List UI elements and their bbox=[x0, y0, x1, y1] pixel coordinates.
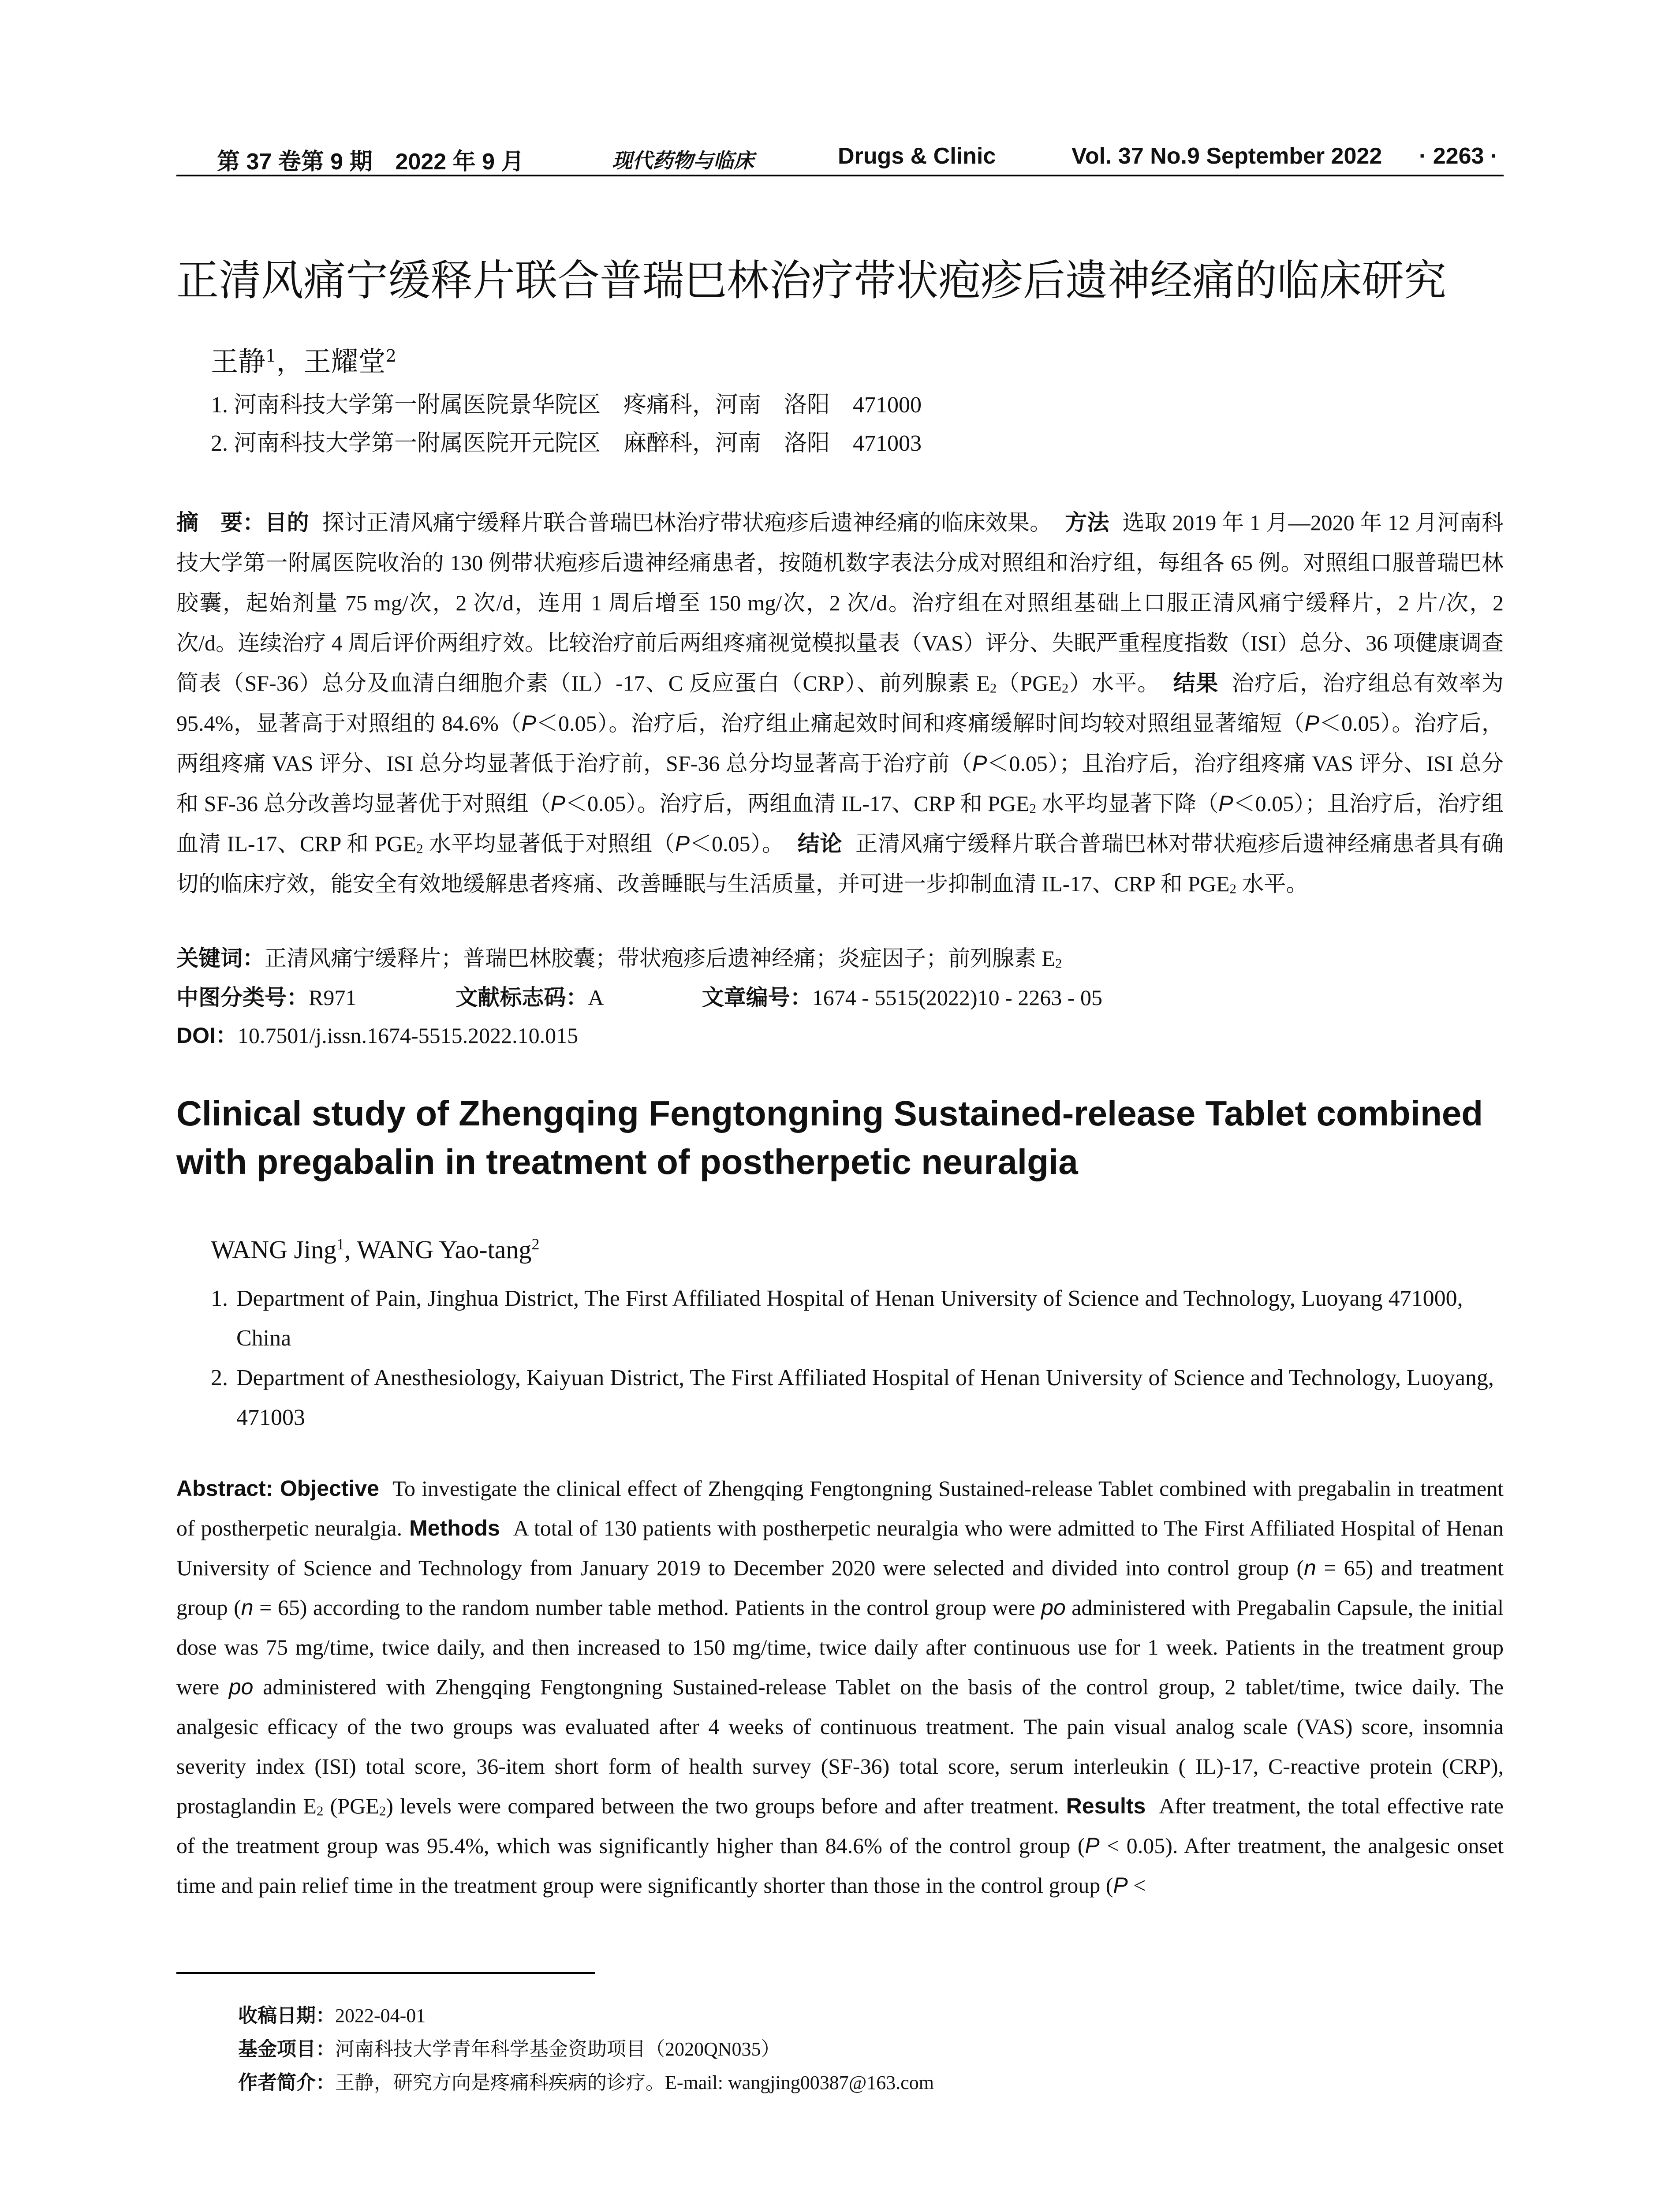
abstract-label-cn: 摘 要： bbox=[176, 510, 265, 535]
affiliation-number: 2. bbox=[211, 1365, 228, 1390]
footnote-divider bbox=[176, 1972, 595, 1974]
affiliation-text: Department of Pain, Jinghua District, The First Affiliated Hospital of Henan University of Science and Technology, Luoyang 471000, China bbox=[236, 1286, 1463, 1351]
running-header bbox=[176, 140, 1504, 176]
po-term: po bbox=[1041, 1595, 1066, 1620]
fund-label: 基金项目： bbox=[238, 2038, 335, 2060]
methods-text-en: A total of 130 patients with postherpetic neuralgia who were admitted to The First Affiliated Hospital of Henan University of Science and Technology from January 2019 to December 2020 were selected and divided into control group ( bbox=[176, 1516, 1504, 1580]
results-text-cn: 。治疗后，两组血清 IL-17、CRP 和 PGE bbox=[637, 791, 1030, 816]
n-symbol: n bbox=[1303, 1555, 1316, 1580]
results-text-en: < 0.05). After treatment, the analgesic onset time and pain relief time in the treatment group were significantly shorter than those in the control group ( bbox=[176, 1833, 1504, 1898]
classification-row bbox=[176, 980, 1102, 1012]
n-symbol: n bbox=[241, 1595, 254, 1620]
p-symbol: P bbox=[1304, 711, 1320, 736]
results-text-cn: 。治疗后，治疗组止痛起效时间和疼痛缓解时间均较对照组显著缩短（ bbox=[609, 711, 1305, 736]
p-value: ＜0.05） bbox=[1233, 791, 1305, 816]
article-title-cn: 正清风痛宁缓释片联合普瑞巴林治疗带状疱疹后遗神经痛的临床研究 bbox=[176, 256, 1446, 305]
author-name: WANG Yao-tang bbox=[357, 1235, 532, 1264]
results-text-cn: 。 bbox=[762, 831, 784, 856]
conclusion-text-cn: 水平。 bbox=[1236, 871, 1308, 896]
results-label-en: Results bbox=[1066, 1794, 1146, 1818]
subscript: 2 bbox=[316, 1803, 324, 1819]
methods-text-en: administered with Pregabalin Capsule, the initial dose was 75 mg/time, twice daily, and then increased to 150 mg/time, twice daily after continuous use for 1 week. Patients in the treatment group were bbox=[176, 1595, 1504, 1699]
bio-label: 作者简介： bbox=[238, 2072, 335, 2093]
p-symbol: P bbox=[1218, 791, 1233, 816]
p-symbol: P bbox=[1085, 1833, 1100, 1858]
results-text-en: < bbox=[1127, 1873, 1146, 1898]
methods-text-cn: 选取 2019 年 1 月—2020 年 12 月河南科技大学第一附属医院收治的 130 例带状疱疹后遗神经痛患者，按随机数字表法分成对照组和治疗组，每组各 65 例。对照组口服普瑞巴林胶囊，起始剂量 75 mg/次，2 次/d，连用 1 周后增至 150 mg/次，2 次/d。治疗组在对照组基础上口服正清风痛宁缓释片，2 片/次，2 次/d。连续治疗 4 周后评价两组疗效。比较治疗前后两组疼痛视觉模拟量表（VAS）评分、失眠严重程度指数（ISI）总分、36 项健康调查简表（SF-36）总分及血清白细胞介素（IL）-17、C 反应蛋白（CRP）、前列腺素 E bbox=[176, 510, 1504, 695]
subscript: 2 bbox=[1029, 800, 1036, 816]
methods-text-en: ) levels were compared between the two groups before and after treatment. bbox=[386, 1794, 1059, 1818]
affiliation-cn-1: 1. 河南科技大学第一附属医院景华院区 疼痛科，河南 洛阳 471000 bbox=[211, 392, 922, 418]
abstract-cn bbox=[176, 503, 1504, 904]
article-title-en: Clinical study of Zhengqing Fengtongning Sustained-release Tablet combined with pregabalin in treatment of postherpetic neuralgia bbox=[176, 1094, 1483, 1181]
results-text-cn: 水平均显著低于对照组（ bbox=[423, 831, 675, 856]
doi-link[interactable]: 10.7501/j.issn.1674-5515.2022.10.015 bbox=[237, 1023, 579, 1048]
objective-text-en: To investigate the clinical effect of Zhengqing Fengtongning Sustained-release Tablet combined with pregabalin in treatment of postherpetic neuralgia. bbox=[176, 1476, 1504, 1540]
keywords-text: 正清风痛宁缓释片；普瑞巴林胶囊；带状疱疹后遗神经痛；炎症因子；前列腺素 E bbox=[265, 946, 1056, 971]
methods-text-en: (PGE bbox=[323, 1794, 379, 1818]
doi-label: DOI： bbox=[176, 1023, 238, 1048]
footnote-fund bbox=[238, 2033, 780, 2061]
affiliation-en-1 bbox=[211, 1279, 1504, 1358]
footnote-received bbox=[238, 1999, 426, 2028]
p-value: ＜0.05） bbox=[987, 751, 1060, 776]
affiliation-marker: 1 bbox=[336, 1235, 345, 1253]
affiliation-marker: 2 bbox=[385, 346, 396, 366]
conclusion-label-cn: 结论 bbox=[797, 831, 843, 856]
article-number-value: 1674 - 5515(2022)10 - 2263 - 05 bbox=[812, 985, 1102, 1010]
article-number-label: 文章编号： bbox=[702, 985, 812, 1010]
keywords-label: 关键词： bbox=[176, 946, 265, 971]
results-text-cn: 治疗后，治疗组总有效率为 95.4%，显著高于对照组的 84.6%（ bbox=[176, 671, 1504, 736]
subscript: 2 bbox=[1061, 680, 1069, 696]
author-name: WANG Jing bbox=[211, 1235, 337, 1264]
abstract-objective-label-en: Abstract: Objective bbox=[176, 1476, 379, 1501]
doi-row bbox=[176, 1018, 578, 1050]
header-issue-en: Vol. 37 No.9 September 2022 bbox=[1071, 143, 1382, 169]
doc-code-value: A bbox=[588, 985, 603, 1010]
header-issue-cn: 第 37 卷第 9 期 2022 年 9 月 bbox=[217, 149, 524, 175]
author-name: 王静 bbox=[211, 345, 266, 377]
results-label-cn: 结果 bbox=[1173, 671, 1219, 695]
subscript: 2 bbox=[379, 1803, 386, 1819]
affiliation-text: Department of Anesthesiology, Kaiyuan District, The First Affiliated Hospital of Henan University of Science and Technology, Luoyang, 471003 bbox=[236, 1365, 1494, 1430]
p-value: ＜0.05） bbox=[690, 831, 762, 856]
affiliation-marker: 2 bbox=[531, 1235, 540, 1253]
methods-text-en: = 65) according to the random number table method. Patients in the control group were bbox=[253, 1595, 1042, 1620]
author-separator: , bbox=[344, 1235, 357, 1264]
objective-text-cn: 探讨正清风痛宁缓释片联合普瑞巴林治疗带状疱疹后遗神经痛的临床效果。 bbox=[322, 510, 1052, 535]
footnote-author-bio bbox=[238, 2067, 934, 2095]
subscript: 2 bbox=[1229, 881, 1236, 897]
p-symbol: P bbox=[521, 711, 537, 736]
results-text-cn: 。治疗后，两组疼痛 VAS 评分、ISI 总分均显著低于治疗前，SF-36 总分均显著高于治疗前（ bbox=[176, 711, 1504, 776]
results-text-cn: 水平均显著下降（ bbox=[1036, 791, 1219, 816]
p-value: ＜0.05） bbox=[565, 791, 637, 816]
abstract-en bbox=[176, 1469, 1504, 1905]
subscript: 2 bbox=[1055, 955, 1062, 971]
author-name: 王耀堂 bbox=[303, 345, 386, 377]
header-journal-cn: 现代药物与临床 bbox=[612, 149, 754, 172]
subscript: 2 bbox=[989, 680, 997, 696]
authors-en bbox=[211, 1235, 539, 1264]
author-separator: ， bbox=[276, 345, 304, 377]
keywords-cn bbox=[176, 941, 1062, 972]
authors-cn bbox=[211, 340, 396, 379]
subscript: 2 bbox=[416, 841, 423, 856]
results-text-en: After treatment, the total effective rate of the treatment group was 95.4%, which was significantly higher than 84.6% of the control group ( bbox=[176, 1794, 1504, 1858]
results-text-cn: ；且治疗后，治疗组血清 IL-17、CRP 和 PGE bbox=[176, 791, 1504, 856]
conclusion-text-cn: 正清风痛宁缓释片联合普瑞巴林对带状疱疹后遗神经痛患者具有确切的临床疗效，能安全有效地缓解患者疼痛、改善睡眠与生活质量，并可进一步抑制血清 IL-17、CRP 和 PGE bbox=[176, 831, 1504, 896]
bio-text: 王静，研究方向是疼痛科疾病的诊疗。E-mail: wangjing00387@163.com bbox=[335, 2072, 934, 2093]
p-symbol: P bbox=[550, 791, 566, 816]
received-date: 2022-04-01 bbox=[335, 2005, 426, 2026]
clc-label: 中图分类号： bbox=[176, 985, 309, 1010]
methods-text-cn: （PGE bbox=[997, 671, 1062, 695]
affiliation-marker: 1 bbox=[265, 346, 276, 366]
methods-text-en: administered with Zhengqing Fengtongning Sustained-release Tablet on the basis of the control group, 2 tablet/time, twice daily. The analgesic efficacy of the two groups was evaluated after 4 weeks of continuous treatment. The pain visual analog scale (VAS) score, insomnia severity index (ISI) total score, 36-item short form of health survey (SF-36) total score, serum interleukin ( IL)-17, C-reactive protein (CRP), prostaglandin E bbox=[176, 1674, 1504, 1818]
po-term: po bbox=[228, 1674, 254, 1699]
affiliation-number: 1. bbox=[211, 1286, 228, 1311]
p-value: ＜0.05） bbox=[1319, 711, 1392, 736]
objective-label-cn: 目的 bbox=[265, 510, 309, 535]
methods-label-en: Methods bbox=[409, 1516, 500, 1540]
methods-label-cn: 方法 bbox=[1065, 510, 1109, 535]
methods-text-en: = 65) and treatment group ( bbox=[176, 1555, 1504, 1620]
p-value: ＜0.05） bbox=[536, 711, 609, 736]
p-symbol: P bbox=[1113, 1873, 1128, 1898]
p-symbol: P bbox=[972, 751, 987, 776]
received-label: 收稿日期： bbox=[238, 2005, 335, 2026]
p-symbol: P bbox=[675, 831, 690, 856]
results-text-cn: ；且治疗后，治疗组疼痛 VAS 评分、ISI 总分和 SF-36 总分改善均显著优于对照组（ bbox=[176, 751, 1504, 816]
affiliation-en-2 bbox=[211, 1358, 1504, 1438]
fund-text: 河南科技大学青年科学基金资助项目（2020QN035） bbox=[335, 2038, 780, 2060]
header-journal-en: Drugs & Clinic bbox=[838, 143, 996, 169]
affiliation-cn-2: 2. 河南科技大学第一附属医院开元院区 麻醉科，河南 洛阳 471003 bbox=[211, 431, 922, 456]
doc-code-label: 文献标志码： bbox=[455, 985, 588, 1010]
clc-value: R971 bbox=[309, 985, 357, 1010]
header-page-number: · 2263 · bbox=[1419, 143, 1498, 169]
methods-text-cn: ）水平。 bbox=[1068, 671, 1160, 695]
